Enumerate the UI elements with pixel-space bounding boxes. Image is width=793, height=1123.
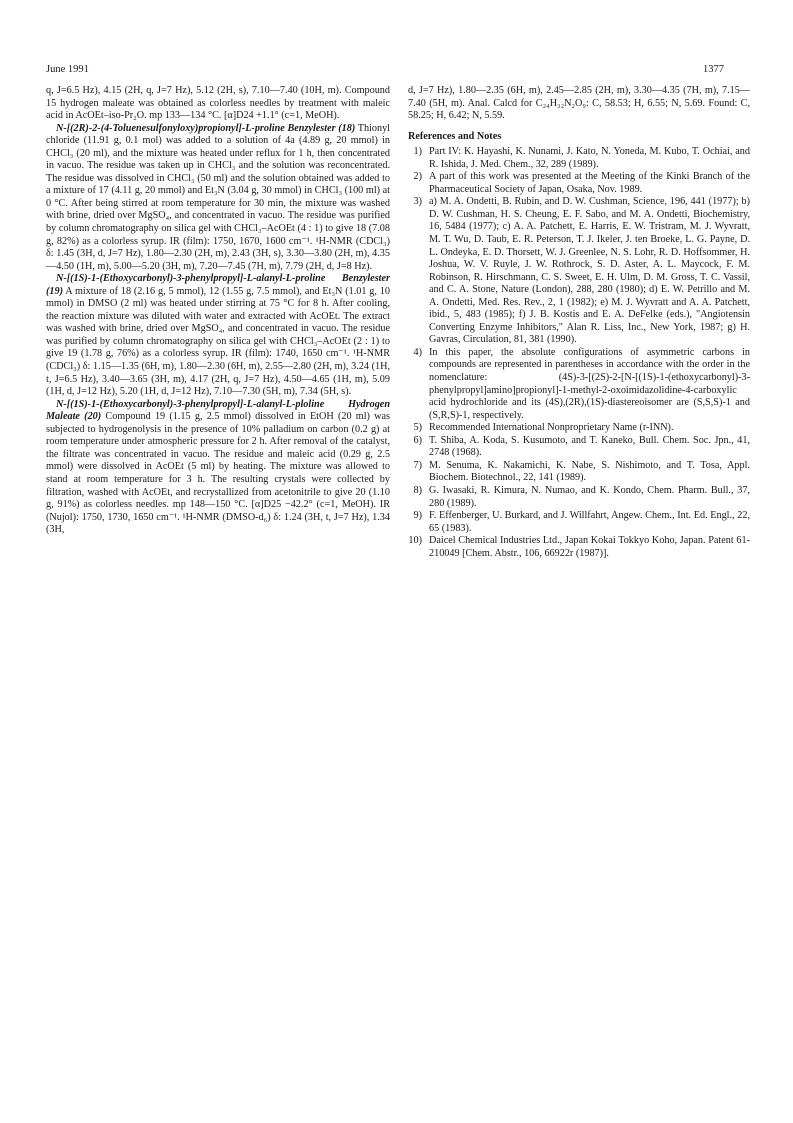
reference-text: Daicel Chemical Industries Ltd., Japan Kokai Tokkyo Koho, Japan. Patent 61-210049 [Chem. Abstr., 106, 66922r (1987)]. bbox=[429, 535, 750, 559]
paragraph bbox=[46, 399, 390, 537]
reference-text: T. Shiba, A. Koda, S. Kusumoto, and T. Kaneko, Bull. Chem. Soc. Jpn., 41, 2748 (1968). bbox=[429, 434, 750, 459]
reference-text: Part IV: K. Hayashi, K. Nunami, J. Kato, N. Yoneda, M. Kubo, T. Ochiai, and R. Ishida, J. Med. Chem., 32, 289 (1989). bbox=[429, 146, 750, 170]
reference-item bbox=[408, 535, 750, 560]
reference-number: 5) bbox=[413, 422, 422, 434]
references-list bbox=[408, 146, 750, 560]
paragraph-body: A mixture of 18 (2.16 g, 5 mmol), 12 (1.55 g, 7.5 mmol), and Et₃N (1.01 g, 10 mmol) in DMSO (2 ml) was heated under stirring at 75 °C for 8 h. After cooling, the reaction mixture was diluted with water and extracted with AcOEt. The extract was washed with brine, dried over MgSO₄, and concentrated in vacuo. The residue was purified by column chromatography on silica gel with CHCl₃–AcOEt (2 : 1) to give 19 (1.78 g, 76%) as a colorless syrup. IR (film): 1740, 1650 cm⁻¹. ¹H-NMR (CDCl₃) δ: 1.15—1.35 (6H, m), 1.80—2.30 (6H, m), 2.55—2.80 (2H, m), 3.24 (1H, t, J=6.5 Hz), 3.40—3.65 (3H, m), 4.17 (2H, q, J=7 Hz), 4.50—4.65 (1H, m), 5.09 (1H, d, J=12 Hz), 5.20 (1H, d, J=12 Hz), 7.10—7.30 (5H, m), 7.34 (5H, s). bbox=[46, 285, 391, 398]
reference-number: 8) bbox=[413, 484, 422, 496]
references-title: References and Notes bbox=[408, 130, 502, 142]
reference-item bbox=[408, 171, 750, 196]
paragraph-body: Compound 19 (1.15 g, 2.5 mmol) dissolved in EtOH (20 ml) was subjected to hydrogenolysis in the presence of 10% palladium on carbon (0.2 g) at room temperature under atmospheric pressure for 2 h. After removal of the catalyst, the filtrate was concentrated in vacuo. The residue and maleic acid (0.29 g, 2.5 mmol) were dissolved in AcOEt (5 ml) by heating. The mixture was allowed to stand at room temperature for 3 h. The resulting crystals were collected by filtration, washed with AcOEt, and recrystallized from acetonitrile to give 20 (1.10 g, 91%) as colorless needles. mp 148—150 °C. [α]D25 −42.2° (c=1, MeOH). IR (Nujol): 1750, 1730, 1650 cm⁻¹. ¹H-NMR (DMSO-d₆) δ: 1.24 (3H, t, J=7 Hz), 1.34 (3H, bbox=[46, 411, 391, 536]
compound-heading: N-[(1S)-1-(Ethoxycarbonyl)-3-phenylpropyl]-L-alanyl-L-proline Benzylester (19) bbox=[46, 273, 390, 297]
reference-number: 2) bbox=[413, 171, 422, 183]
reference-text: F. Effenberger, U. Burkard, and J. Willfahrt, Angew. Chem., Int. Ed. Engl., 22, 65 (1983). bbox=[429, 510, 750, 534]
paragraph-body: q, J=6.5 Hz), 4.15 (2H, q, J=7 Hz), 5.12 (2H, s), 7.10—7.40 (10H, m). Compound 15 hydrogen maleate was obtained as colorless needles by treatment with maleic acid in AcOEt–iso-Pr₂O. mp 133—134 °C. [α]D24 +1.1° (c=1, MeOH). bbox=[46, 85, 390, 122]
page-number: 1377 bbox=[703, 64, 724, 75]
reference-text: a) M. A. Ondetti, B. Rubin, and D. W. Cushman, Science, 196, 441 (1977); b) D. W. Cushman, H. S. Cheung, E. F. Sabo, and M. A. Ondetti, Biochemistry, 16, 5484 (1977); c) A. A. Patchett, E. Harris, E. W. Tristram, M. J. Wyvratt, M. T. Wu, D. Taub, E. R. Peterson, T. J. Ikeler, J. ten Broeke, L. G. Payne, D. L. Ondeyka, E. D. Thorsett, W. J. Greenlee, N. S. Lohr, R. D. Hoffsommer, H. Joshua, W. V. Ruyle, J. W. Rothrock, S. D. Aster, A. L. Maycock, F. M. Robinson, R. Hirschmann, C. S. Sweet, E. H. Ulm, D. M. Gross, T. C. Vassil, and C. A. Stone, Nature (London), 288, 280 (1980); d) E. W. Petrillo and M. A. Ondetti, Med. Res. Rev., 2, 1 (1982); e) M. J. Wyvratt and A. A. Patchett, ibid., 5, 483 (1985); f) J. B. Kostis and E. A. DeFelke (eds.), "Angiotensin Converting Enzyme Inhibitors," Alan R. Liss, Inc., New York, 1987; g) H. Gavras, Circulation, 81, 381 (1990). bbox=[429, 196, 750, 346]
reference-item bbox=[408, 485, 750, 510]
reference-number: 6) bbox=[413, 434, 422, 446]
reference-item bbox=[408, 422, 750, 435]
running-header-date: June 1991 bbox=[46, 64, 89, 75]
reference-number: 10) bbox=[408, 535, 422, 547]
reference-item bbox=[408, 196, 750, 347]
reference-item bbox=[408, 510, 750, 535]
reference-text: A part of this work was presented at the Meeting of the Kinki Branch of the Pharmaceutical Society of Japan, Osaka, Nov. 1989. bbox=[429, 171, 750, 195]
paragraph: d, J=7 Hz), 1.80—2.35 (6H, m), 2.45—2.85 (2H, m), 3.30—4.35 (7H, m), 7.15—7.40 (5H, m). Anal. Calcd for C₂₄H₃₂N₂O₉: C, 58.53; H, 6.55; N, 5.69. Found: C, 58.25; H, 6.42; N, 5.59. bbox=[408, 85, 750, 122]
reference-item bbox=[408, 347, 750, 422]
paragraph bbox=[46, 123, 390, 274]
reference-number: 3) bbox=[413, 196, 422, 208]
reference-number: 9) bbox=[413, 510, 422, 522]
reference-item bbox=[408, 146, 750, 171]
reference-number: 7) bbox=[413, 459, 422, 471]
reference-text: Recommended International Nonproprietary Name (r-INN). bbox=[429, 422, 674, 434]
paragraph bbox=[46, 85, 390, 123]
reference-item bbox=[408, 435, 750, 460]
right-column bbox=[408, 85, 750, 560]
reference-text: In this paper, the absolute configurations of asymmetric carbons in compounds are represented in parentheses in accordance with the order in the nomenclature: (4S)-3-[(2S)-2-[N-[(1S)-1-(ethoxycarbonyl)-3-phenylpropyl]amino]propionyl]-1-methyl-2-oxoimidazolidine-4-carboxylic acid hydrochloride and its (4S),(2R),(1S)-diastereoisomer are (S,S,S)-1 and (S,R,S)-1, respectively. bbox=[429, 346, 750, 421]
reference-number: 4) bbox=[413, 346, 422, 358]
reference-text: M. Senuma, K. Nakamichi, K. Nabe, S. Nishimoto, and T. Tosa, Appl. Biochem. Biotechnol., 22, 141 (1989). bbox=[429, 459, 750, 484]
compound-heading: N-[(1S)-1-(Ethoxycarbonyl)-3-phenylpropyl]-L-alanyl-L-ploline Hydrogen Maleate (20) bbox=[46, 398, 390, 423]
reference-item bbox=[408, 460, 750, 485]
paragraph-body: Thionyl chloride (11.91 g, 0.1 mol) was added to a solution of 4a (4.89 g, 20 mmol) in CHCl₃ (20 ml), and the mixture was heated under reflux for 1 h, then concentrated in vacuo. The residue was taken up in CHCl₃ and the solution was reconcentrated. The residue was dissolved in CHCl₃ (50 ml) and the solution obtained was added to a mixture of 17 (4.11 g, 20 mmol) and Et₃N (3.04 g, 30 mmol) in CHCl₃ (100 ml) at 0 °C. After being stirred at room temperature for 30 min, the mixture was washed with brine, dried over MgSO₄, and concentrated in vacuo. The residue was purified by column chromatography on silica gel with CHCl₃–AcOEt (4 : 1) to give 18 (7.08 g, 82%) as a colorless syrup. IR (film): 1750, 1670, 1600 cm⁻¹. ¹H-NMR (CDCl₃) δ: 1.45 (3H, d, J=7 Hz), 1.80—2.30 (2H, m), 2.43 (3H, s), 3.30—3.80 (2H, m), 4.35—4.50 (1H, m), 5.00—5.20 (3H, m), 7.20—7.45 (7H, m), 7.79 (2H, d, J=8 Hz). bbox=[46, 122, 390, 272]
compound-heading: N-[(2R)-2-(4-Toluenesulfonyloxy)propionyl]-L-proline Benzylester (18) bbox=[56, 122, 356, 134]
reference-number: 1) bbox=[413, 146, 422, 158]
left-column bbox=[46, 85, 390, 537]
paragraph bbox=[46, 273, 390, 398]
reference-text: G. Iwasaki, R. Kimura, N. Numao, and K. Kondo, Chem. Pharm. Bull., 37, 280 (1989). bbox=[429, 484, 750, 509]
